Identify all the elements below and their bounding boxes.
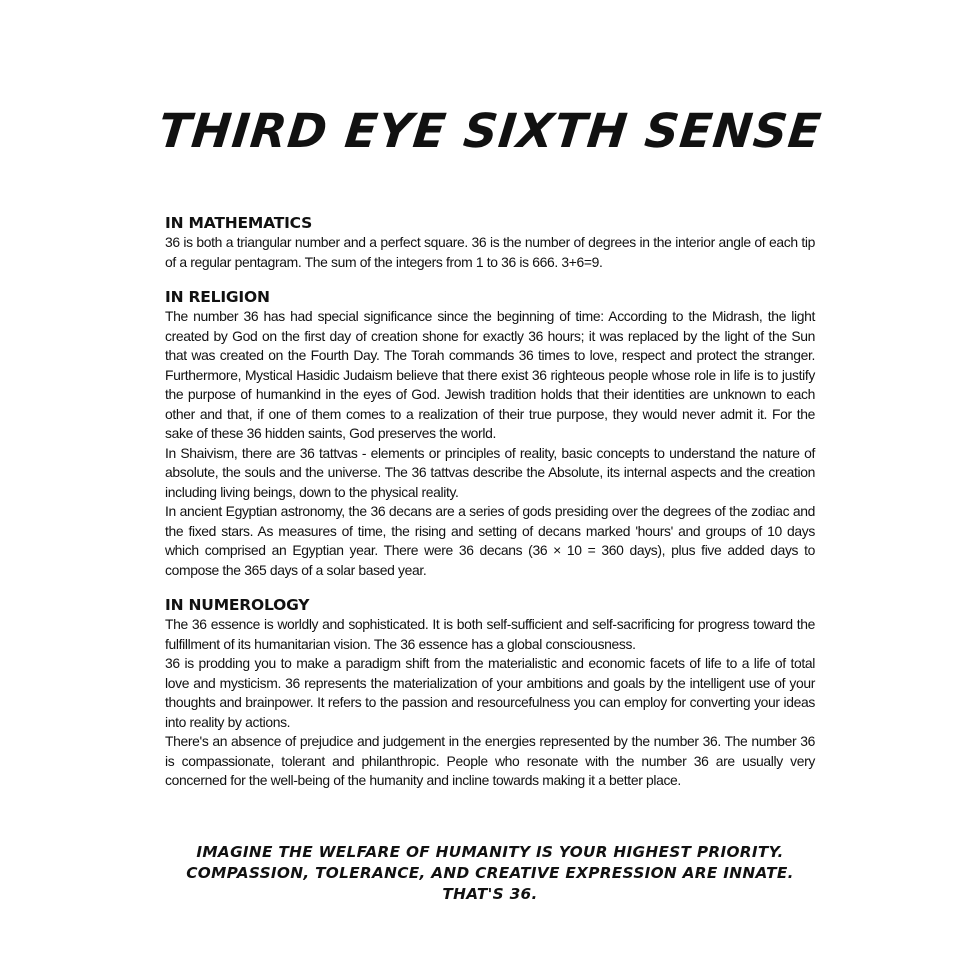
tagline-line: COMPASSION, TOLERANCE, AND CREATIVE EXPRESSION ARE INNATE.: [186, 864, 794, 882]
paragraph: 36 is both a triangular number and a perfect square. 36 is the number of degrees in the interior angle of each tip of a regular pentagram. The sum of the integers from 1 to 36 is 666. 3+6=9.: [165, 234, 815, 270]
section-mathematics: [165, 214, 815, 272]
paragraph: In ancient Egyptian astronomy, the 36 decans are a series of gods presiding over the degrees of the zodiac and the fixed stars. As measures of time, the rising and setting of decans marked 'hours' and groups of 10 days which comprised an Egyptian year. There were 36 decans (36 × 10 = 360 days), plus five added days to compose the 365 days of a solar based year.: [165, 503, 815, 578]
paragraph: There's an absence of prejudice and judgement in the energies represented by the number 36. The number 36 is compassionate, tolerant and philanthropic. People who resonate with the number 36 are usually very concerned for the well-being of the humanity and incline towards making it a better place.: [165, 733, 815, 788]
paragraph: In Shaivism, there are 36 tattvas - elements or principles of reality, basic concepts to understand the nature of absolute, the souls and the universe. The 36 tattvas describe the Absolute, its internal aspects and the creation including living beings, down to the physical reality.: [165, 444, 815, 500]
section-numerology: [165, 596, 815, 791]
section-religion: [165, 288, 815, 580]
paragraph: The 36 essence is worldly and sophisticated. It is both self-sufficient and self-sacrificing for progress toward the fulfillment of its humanitarian vision. The 36 essence has a global consciousness.: [165, 616, 815, 652]
section-heading: IN NUMEROLOGY: [165, 596, 310, 614]
document-body: [165, 214, 815, 807]
paragraph: 36 is prodding you to make a paradigm shift from the materialistic and economic facets of life to a life of total love and mysticism. 36 represents the materialization of your ambitions and goals by the intelligent use of your thoughts and brainpower. It refers to the passion and resourcefulness you can employ for converting your ideas into reality by actions.: [165, 655, 815, 730]
section-heading: IN MATHEMATICS: [165, 214, 313, 232]
tagline-line: IMAGINE THE WELFARE OF HUMANITY IS YOUR HIGHEST PRIORITY.: [196, 843, 784, 861]
paragraph: The number 36 has had special significance since the beginning of time: According to the Midrash, the light created by God on the first day of creation shone for exactly 36 hours; it was replaced by the light of the Sun that was created on the Fourth Day. The Torah commands 36 times to love, respect and protect the stranger. Furthermore, Mystical Hasidic Judaism believe that there exist 36 righteous people whose role in life is to justify the purpose of humankind in the eyes of God. Jewish tradition holds that their identities are unknown to each other and that, if one of them comes to a realization of their true purpose, they would never admit it. For the sake of these 36 hidden saints, God preserves the world.: [165, 308, 815, 441]
tagline-line: THAT'S 36.: [442, 885, 538, 903]
closing-tagline: [0, 842, 980, 905]
page-title: THIRD EYE SIXTH SENSE: [155, 104, 825, 159]
section-heading: IN RELIGION: [165, 288, 270, 306]
